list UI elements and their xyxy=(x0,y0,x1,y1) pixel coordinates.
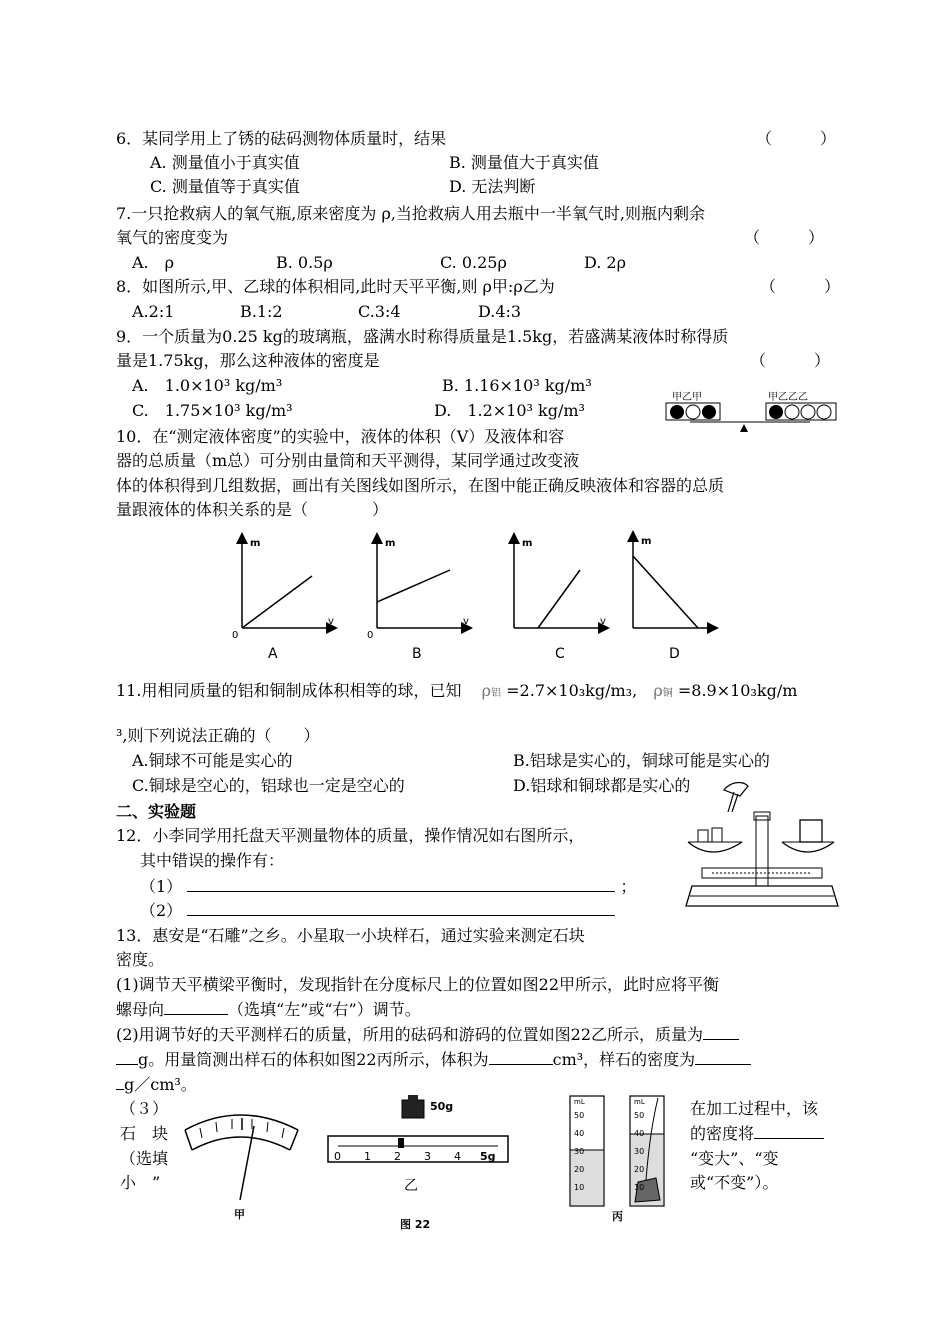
q10-graph-d xyxy=(633,536,713,662)
fig22-cyl2-mark: 20 xyxy=(634,1165,645,1174)
q13-part1-post: （选填“左”或“右”）调节。 xyxy=(228,1000,421,1019)
fig22-cyl2-mark: 40 xyxy=(634,1129,645,1138)
q13-part3-right4: 或“不变”）。 xyxy=(690,1173,779,1192)
q12-line1: 12．小李同学用托盘天平测量物体的质量，操作情况如右图所示， xyxy=(116,826,585,845)
q11-option-a: A.铜球不可能是实心的 xyxy=(132,751,293,770)
q6-option-d: D. 无法判断 xyxy=(449,177,536,196)
fig22-yi-scale xyxy=(328,1095,508,1194)
q13-part2-post: ，样石的密度为 xyxy=(583,1050,696,1069)
q6-answer-paren: （ ） xyxy=(756,129,837,148)
q9-option-a: A. 1.0×10³ kg/m³ xyxy=(132,376,283,395)
q7-option-c: C. 0.25ρ xyxy=(440,253,507,272)
q13-part3-right2-text: 的密度将 xyxy=(690,1124,755,1143)
q10-line2: 器的总质量（m总）可分别由量筒和天平测得，某同学通过改变液 xyxy=(116,451,580,470)
q13-part3-right3: “变大”、“变 xyxy=(690,1149,779,1168)
fig22-scale-tick: 0 xyxy=(334,1150,341,1163)
fig22-jia-dial xyxy=(185,1115,298,1221)
q8-figure-right-label: 甲乙乙乙 xyxy=(768,392,808,403)
q7-option-b: B. 0.5ρ xyxy=(276,253,333,272)
q10-graph-c xyxy=(514,538,606,662)
q13-part2-pre: (2)用调节好的天平测样石的质量，所用的砝码和游码的位置如图22乙所示，质量为 xyxy=(116,1025,704,1044)
q8-option-d: D.4:3 xyxy=(478,302,522,321)
q13-part1-line2 xyxy=(116,999,421,1021)
fig22-cyl2-mark: 30 xyxy=(634,1147,645,1156)
q13-direction-blank[interactable] xyxy=(164,1000,228,1015)
q13-part3-right2 xyxy=(690,1123,824,1145)
q7-option-a: A. ρ xyxy=(132,253,175,272)
q8-option-a: A.2:1 xyxy=(132,302,175,321)
q13-part3-left2: 石 块 xyxy=(120,1124,169,1143)
q11-rho-cu-sub: 铜 xyxy=(662,688,673,699)
q13-part1-line1: (1)调节天平横梁平衡时，发现指针在分度标尺上的位置如图22甲所示，此时应将平衡 xyxy=(116,975,720,994)
q10-axis-label-m: m xyxy=(250,538,261,549)
q11-line2: ³,则下列说法正确的（ ） xyxy=(116,726,320,745)
q13-part2-mid: g。用量筒测出样石的体积如图22丙所示，体积为 xyxy=(138,1050,489,1069)
q7-option-d: D. 2ρ xyxy=(584,253,627,272)
q11-option-c: C.铜球是空心的，铝球也一定是空心的 xyxy=(132,776,405,795)
figure-22 xyxy=(180,1090,690,1230)
fig22-cyl1-mark: 10 xyxy=(574,1183,585,1192)
q10-origin-label: 0 xyxy=(232,630,239,641)
q12-balance-illustration xyxy=(682,776,842,916)
fig22-bing-label: 丙 xyxy=(612,1210,623,1223)
fig22-cyl1-mark: 30 xyxy=(574,1147,585,1156)
q13-part3-left4: 小 ” xyxy=(120,1173,161,1192)
fig22-cyl2-mark: 50 xyxy=(634,1111,645,1120)
q13-line2: 密度。 xyxy=(116,950,165,969)
fig22-cyl1-unit: mL xyxy=(574,1098,585,1106)
q9-answer-paren: （ ） xyxy=(750,351,831,370)
q11-rho-cu-value: =8.9×10₃kg/m xyxy=(677,681,798,700)
q11-rho-al-value: =2.7×10₃kg/m₃, xyxy=(506,681,638,700)
q7-line1: 7.一只抢救病人的氧气瓶,原来密度为 ρ,当抢救病人用去瓶中一半氧气时,则瓶内剩余 xyxy=(116,204,706,223)
q6-stem: 6．某同学用上了锈的砝码测物体质量时，结果 xyxy=(116,129,447,148)
q13-mass-blank[interactable] xyxy=(703,1025,739,1040)
fig22-scale-tick: 4 xyxy=(454,1150,461,1163)
q13-volume-blank[interactable] xyxy=(489,1050,553,1065)
q12-item2-label: （2） xyxy=(140,901,183,920)
section-heading: 二、实验题 xyxy=(116,802,197,821)
q6-option-b: B. 测量值大于真实值 xyxy=(449,153,599,172)
fig22-yi-label: 乙 xyxy=(404,1178,418,1194)
q10-axis-label-v: v xyxy=(328,616,334,627)
q9-line2: 量是1.75kg，那么这种液体的密度是 xyxy=(116,351,380,370)
q10-axis-label-m: m xyxy=(641,536,652,547)
q8-stem: 8．如图所示,甲、乙球的体积相同,此时天平平衡,则 ρ甲:ρ乙为 xyxy=(116,277,555,296)
q8-option-b: B.1:2 xyxy=(240,302,283,321)
q13-part3-right1: 在加工过程中，该 xyxy=(690,1099,819,1118)
q13-density-unit: g／cm³。 xyxy=(124,1075,197,1094)
q11-option-d: D.铝球和铜球都是实心的 xyxy=(513,776,691,795)
q13-part1-pre: 螺母向 xyxy=(116,1000,165,1019)
q13-volume-unit: cm³ xyxy=(552,1050,584,1069)
q10-graphs xyxy=(220,528,720,668)
q8-answer-paren: （ ） xyxy=(760,277,841,296)
fig22-cyl2-unit: mL xyxy=(634,1098,645,1106)
q13-part2-line2 xyxy=(116,1049,751,1071)
q10-axis-label-m: m xyxy=(385,538,396,549)
q10-line4: 量跟液体的体积关系的是（ ） xyxy=(116,500,389,519)
q11-intro: 11.用相同质量的铝和铜制成体积相等的球，已知 xyxy=(116,681,462,700)
q6-option-c: C. 测量值等于真实值 xyxy=(150,177,300,196)
fig22-cyl1-mark: 40 xyxy=(574,1129,585,1138)
fig22-weight-label: 50g xyxy=(430,1100,454,1113)
fig22-scale-tick: 2 xyxy=(394,1150,401,1163)
q10-graph-label: A xyxy=(268,646,278,662)
q11-line1 xyxy=(116,680,797,705)
fig22-scale-tick: 5g xyxy=(480,1150,496,1163)
q7-line2: 氧气的密度变为 xyxy=(116,228,229,247)
fig22-cyl1-mark: 50 xyxy=(574,1111,585,1120)
q10-graph-label: C xyxy=(555,646,565,662)
q13-density-blank[interactable] xyxy=(695,1050,751,1065)
fig22-cyl2-mark: 10 xyxy=(634,1183,645,1192)
fig22-bing-cylinders xyxy=(570,1096,664,1223)
q12-item1-end: ； xyxy=(620,877,637,896)
q12-item2-blank[interactable] xyxy=(187,901,615,916)
q7-answer-paren: （ ） xyxy=(744,228,825,247)
q12-item1 xyxy=(140,876,636,898)
q10-axis-label-v: v xyxy=(600,616,606,627)
q13-part3-left3: （选填 xyxy=(120,1149,169,1168)
q13-part2-line1 xyxy=(116,1024,739,1046)
q10-graph-label: D xyxy=(669,646,680,662)
q9-option-d: D. 1.2×10³ kg/m³ xyxy=(434,401,585,420)
q10-graph-a xyxy=(232,538,334,662)
q10-axis-label-m: m xyxy=(522,538,533,549)
fig22-jia-label: 甲 xyxy=(234,1208,245,1221)
q11-rho-al-sub: 铝 xyxy=(491,688,502,699)
q12-item2 xyxy=(140,900,615,922)
q13-density-blank-cont[interactable] xyxy=(116,1075,124,1090)
q10-graph-label: B xyxy=(412,646,422,662)
q8-balance-figure xyxy=(660,388,840,438)
q6-option-a: A. 测量值小于真实值 xyxy=(150,153,300,172)
q9-option-b: B. 1.16×10³ kg/m³ xyxy=(442,376,592,395)
fig22-scale-tick: 3 xyxy=(424,1150,431,1163)
q9-option-c: C. 1.75×10³ kg/m³ xyxy=(132,401,293,420)
q13-mass-blank-cont[interactable] xyxy=(116,1050,138,1065)
q10-line1: 10．在“测定液体密度”的实验中，液体的体积（V）及液体和容 xyxy=(116,427,565,446)
q8-figure-left-label: 甲乙甲 xyxy=(672,392,702,403)
q11-rho-cu-symbol: ρ xyxy=(653,681,663,700)
fig22-scale-tick: 1 xyxy=(364,1150,371,1163)
q11-option-b: B.铝球是实心的，铜球可能是实心的 xyxy=(513,751,770,770)
q11-rho-al-symbol: ρ xyxy=(481,681,492,700)
q13-line1: 13．惠安是“石雕”之乡。小星取一小块样石，通过实验来测定石块 xyxy=(116,926,585,945)
fig22-caption: 图 22 xyxy=(400,1218,431,1230)
q9-line1: 9．一个质量为0.25 kg的玻璃瓶，盛满水时称得质量是1.5kg，若盛满某液体时称得质 xyxy=(116,327,729,346)
q13-part3-left1: （３） xyxy=(120,1099,169,1118)
q12-item1-blank[interactable] xyxy=(187,877,615,892)
q8-option-c: C.3:4 xyxy=(358,302,401,321)
q12-item1-label: （1） xyxy=(140,877,183,896)
q10-axis-label-v: v xyxy=(463,616,469,627)
fig22-cyl1-mark: 20 xyxy=(574,1165,585,1174)
q10-line3: 体的体积得到几组数据，画出有关图线如图所示，在图中能正确反映液体和容器的总质 xyxy=(116,476,725,495)
q10-origin-label: 0 xyxy=(367,630,374,641)
q10-graph-b xyxy=(367,538,469,662)
q12-line2: 其中错误的操作有： xyxy=(140,851,285,870)
q13-density-change-blank[interactable] xyxy=(754,1124,824,1139)
